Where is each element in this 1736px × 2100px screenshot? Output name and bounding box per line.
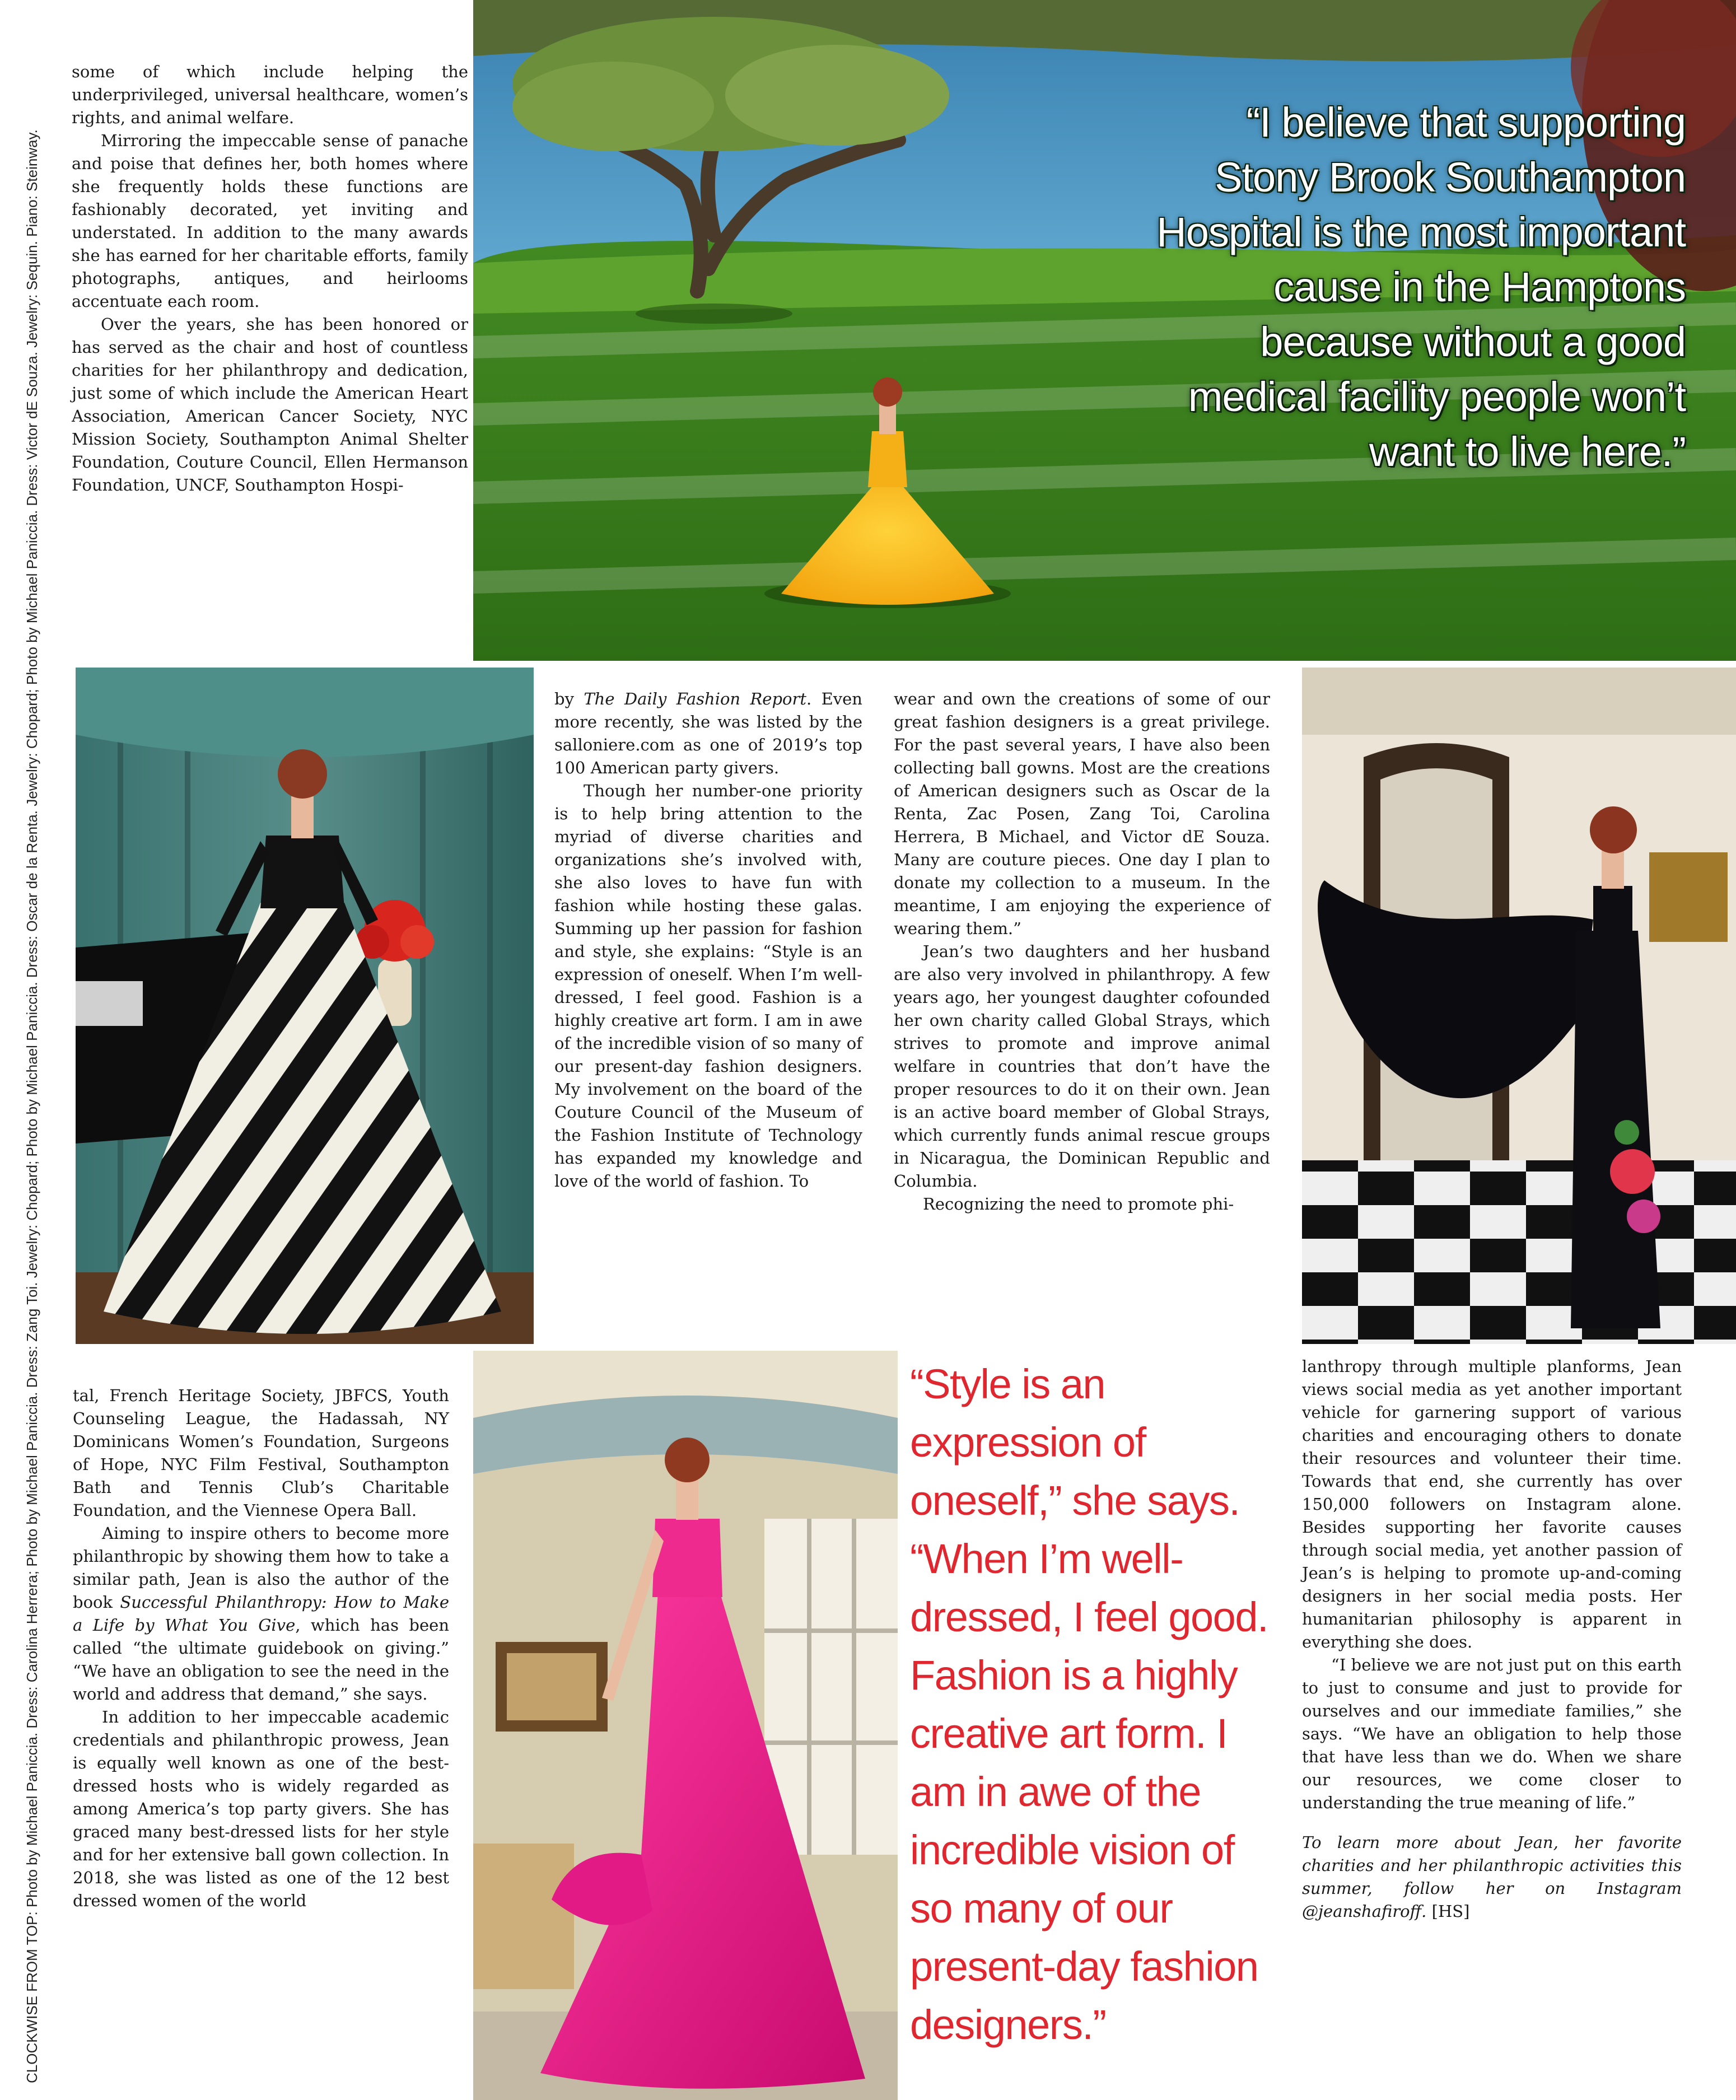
column-1 bbox=[72, 60, 468, 497]
col4-p2-book-title: Successful Philanthropy: How to Make a Life by What You Give bbox=[73, 1593, 449, 1635]
striped-gown-illustration bbox=[76, 668, 534, 1344]
col4-p2-tail: , which has been called “the ultimate guidebook on giving.” “We have an obligation to see the need in the world and address that demand,” she says. bbox=[73, 1616, 449, 1704]
column-2 bbox=[554, 688, 862, 1193]
photo-pink-gown bbox=[473, 1351, 898, 2100]
col2-paragraph-2: Though her number-one priority is to help bring attention to the myriad of diverse charities and organizations she’s involved with, she also loves to have fun with fashion while hosting these galas. Summing up her passion for fashion and style, she explains: “Style is an expression of oneself. When I’m well-dressed, I feel good. Fashion is a highly creative art form. I am in awe of the incredible vision of so many of our present-day fashion designers. My involvement on the board of the Couture Council of the Museum of the Fashion Institute of Technology has expanded my knowledge and love of the world of fashion. To bbox=[554, 781, 862, 1191]
black-gown-illustration bbox=[1302, 668, 1736, 1344]
col1-paragraph-2: Mirroring the impeccable sense of panache and poise that defines her, both homes where she frequently holds these functions are fashionably decorated, yet inviting and understated. In addition to the many awards she has earned for her charitable efforts, family photographs, antiques, and heirlooms accentuate each room. bbox=[72, 131, 468, 311]
col5-paragraph-2: “I believe we are not just put on this earth to just to consume and just to provide for ourselves and our immediate families,” she says. “We have an obligation to help those that have less than we do. When we share our resources, we come closer to understanding the true meaning of life.” bbox=[1302, 1655, 1682, 1812]
column-4 bbox=[73, 1384, 449, 1912]
col4-paragraph-3: In addition to her impeccable academic credentials and philanthropic prowess, Jean is equally well known as one of the best-dressed hosts who is widely regarded as among America’s top party givers. She has graced many best-dressed lists for her style and for her extensive ball gown collection. In 2018, she was listed as one of the 12 best dressed women of the world bbox=[73, 1707, 449, 1910]
col5-paragraph-1: lanthropy through multiple planforms, Jean views social media as yet another important vehicle for garnering support of various charities and encouraging others to donate their resources and volunteer their time. Towards that end, she currently has over 150,000 followers on Instagram alone. Besides supporting her favorite causes through social media, yet another passion of Jean’s is helping to promote up-and-coming designers in her social media posts. Her humanitarian philosophy is apparent in everything she does. bbox=[1302, 1357, 1682, 1651]
col2-p1-tail: . Even more recently, she was listed by the salloniere.com as one of 2019’s top 100 American party givers. bbox=[554, 689, 862, 777]
column-3 bbox=[894, 688, 1270, 1216]
pull-quote-red: “Style is an expression of oneself,” she says. “When I’m well-dressed, I feel good. Fashion is a highly creative art form. I am in awe of the incredible vision of so many of our present-day fashion designers.” bbox=[910, 1361, 1268, 2048]
col1-paragraph-3: Over the years, she has been honored or has served as the chair and host of countless charities for her philanthropy and dedication, just some of which include the American Heart Association, American Cancer Society, NYC Mission Society, Southampton Animal Shelter Foundation, Couture Council, Ellen Hermanson Foundation, UNCF, Southampton Hospi- bbox=[72, 315, 468, 494]
pull-quote-top: “I believe that supporting Stony Brook Southampton Hospital is the most important cause in the Hamptons because without a good medical facility people won’t want to live here.” bbox=[1156, 99, 1686, 475]
col3-paragraph-3: Recognizing the need to promote phi- bbox=[923, 1194, 1234, 1214]
col3-paragraph-1: wear and own the creations of some of our great fashion designers is a great privilege. For the past several years, I have also been collecting ball gowns. Most are the creations of American designers such as Oscar de la Renta, Zac Posen, Zang Toi, Carolina Herrera, B Michael, and Victor dE Souza. Many are couture pieces. One day I plan to donate my collection to a museum. In the meantime, I am enjoying the experience of wearing them.” bbox=[894, 689, 1270, 938]
photo-black-gown-train bbox=[1302, 668, 1736, 1344]
col5-note-tag: [HS] bbox=[1431, 1902, 1470, 1921]
col2-p1-title: The Daily Fashion Report bbox=[584, 689, 807, 708]
photo-striped-gown-piano bbox=[76, 668, 534, 1344]
column-5 bbox=[1302, 1355, 1682, 1923]
col5-note-text: To learn more about Jean, her favorite charities and her philanthropic activities this summer, follow her on Instagram @jeanshafiroff. bbox=[1302, 1833, 1682, 1921]
col4-p2-lead: Aiming to inspire others to become more philanthropic by showing them how to take a similar path, Jean is also the author of the book bbox=[73, 1524, 449, 1612]
col5-instagram-note bbox=[1302, 1831, 1682, 1923]
col4-paragraph-2 bbox=[73, 1522, 449, 1706]
pink-gown-illustration bbox=[473, 1351, 898, 2100]
col2-p1-lead: by bbox=[554, 689, 584, 708]
col2-paragraph-1 bbox=[554, 688, 862, 780]
col1-paragraph-1: some of which include helping the underprivileged, universal healthcare, women’s rights, and animal welfare. bbox=[72, 62, 468, 127]
col3-paragraph-2: Jean’s two daughters and her husband are also very involved in philanthropy. A few years ago, her youngest daughter cofounded her own charity called Global Strays, which strives to promote and improve animal welfare in countries that don’t have the proper resources to do it on their own. Jean is an active board member of Global Strays, which currently funds animal rescue groups in Nicaragua, the Dominican Republic and Columbia. bbox=[894, 942, 1270, 1191]
photo-credit: CLOCKWISE FROM TOP: Photo by Michael Paniccia. Dress: Carolina Herrera; Photo by Michael Paniccia. Dress: Zang Toi. Jewelry: Chopard; Photo by Michael Paniccia. Dress: Oscar de la Renta. Jewelry: Chopard; Photo by Michael Paniccia. Dress: Victor dE Souza. Jewelry: Sequin. Piano: Steinway. bbox=[24, 129, 40, 2083]
col4-paragraph-1: tal, French Heritage Society, JBFCS, Youth Counseling League, the Hadassah, NY Dominicans Women’s Foundation, Surgeons of Hope, NYC Film Festival, Southampton Bath and Tennis Club’s Charitable Foundation, and the Viennese Opera Ball. bbox=[73, 1386, 449, 1520]
